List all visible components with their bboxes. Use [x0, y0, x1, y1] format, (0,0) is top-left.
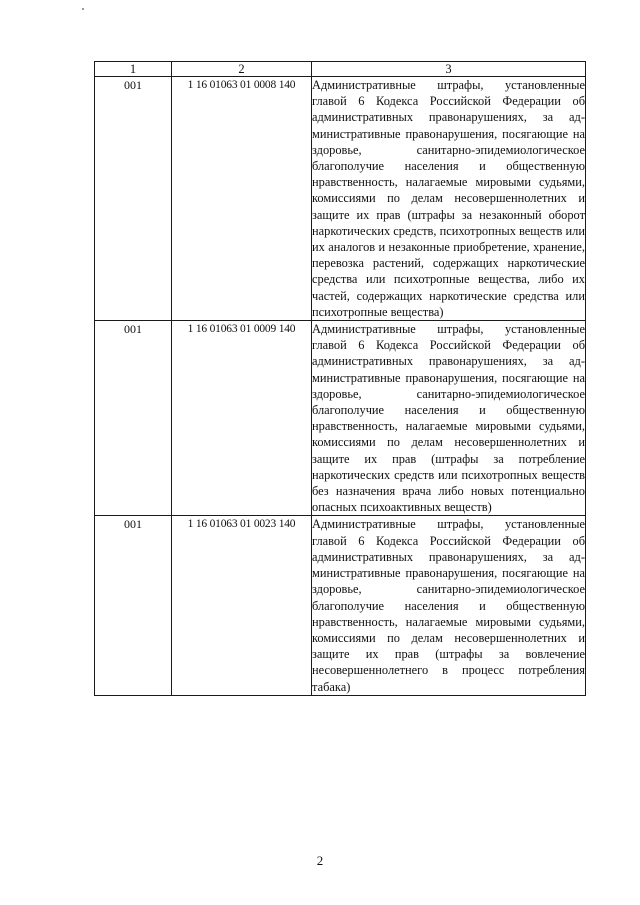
budget-classification-code-cell: 1 16 01063 01 0009 140 [172, 321, 312, 516]
table-row [95, 321, 586, 516]
fines-table [94, 61, 586, 696]
scan-artifact-dot [82, 8, 84, 10]
column-header-2: 2 [172, 62, 312, 77]
column-header-3: 3 [312, 62, 586, 77]
table-row [95, 516, 586, 695]
admin-code-cell: 001 [95, 516, 172, 695]
budget-classification-code-cell: 1 16 01063 01 0008 140 [172, 77, 312, 321]
page-number: 2 [316, 853, 324, 868]
fine-description-cell: Административные штрафы, установленные главой 6 Кодекса Российской Федерации об административных правонарушениях, за административные правонарушения, посягающие на здоровье, санитарно-эпидемиологическое благополучие населения и общественную нравственность, налагаемые мировыми судьями, комиссиями по делам несовершеннолетних и защите их прав (штрафы за вовлечение несовершеннолетнего в процесс потребления табака) [312, 517, 585, 694]
admin-code-cell: 001 [95, 77, 172, 321]
table-row [95, 77, 586, 321]
admin-code-cell: 001 [95, 321, 172, 516]
budget-classification-code-cell: 1 16 01063 01 0023 140 [172, 516, 312, 695]
table-header-row [95, 62, 586, 77]
column-header-1: 1 [95, 62, 172, 77]
fine-description-cell: Административные штрафы, установленные главой 6 Кодекса Российской Федерации об административных правонарушениях, за административные правонарушения, посягающие на здоровье, санитарно-эпидемиологическое благополучие населения и общественную нравственность, налагаемые мировыми судьями, комиссиями по делам несовершеннолетних и защите их прав (штрафы за незаконный оборот наркотических средств, психотропных веществ или их аналогов и незаконные приобретение, хранение, перевозка растений, содержащих наркотические средства или психотропные вещества, либо их частей, содержащих наркотические средства или психотропные вещества) [312, 78, 585, 319]
fine-description-cell: Административные штрафы, установленные главой 6 Кодекса Российской Федерации об административных правонарушениях, за административные правонарушения, посягающие на здоровье, санитарно-эпидемиологическое благополучие населения и общественную нравственность, налагаемые мировыми судьями, комиссиями по делам несовершеннолетних и защите их прав (штрафы за потребление наркотических средств или психотропных веществ без назначения врача либо новых потенциально опасных психоактивных веществ) [312, 322, 585, 515]
